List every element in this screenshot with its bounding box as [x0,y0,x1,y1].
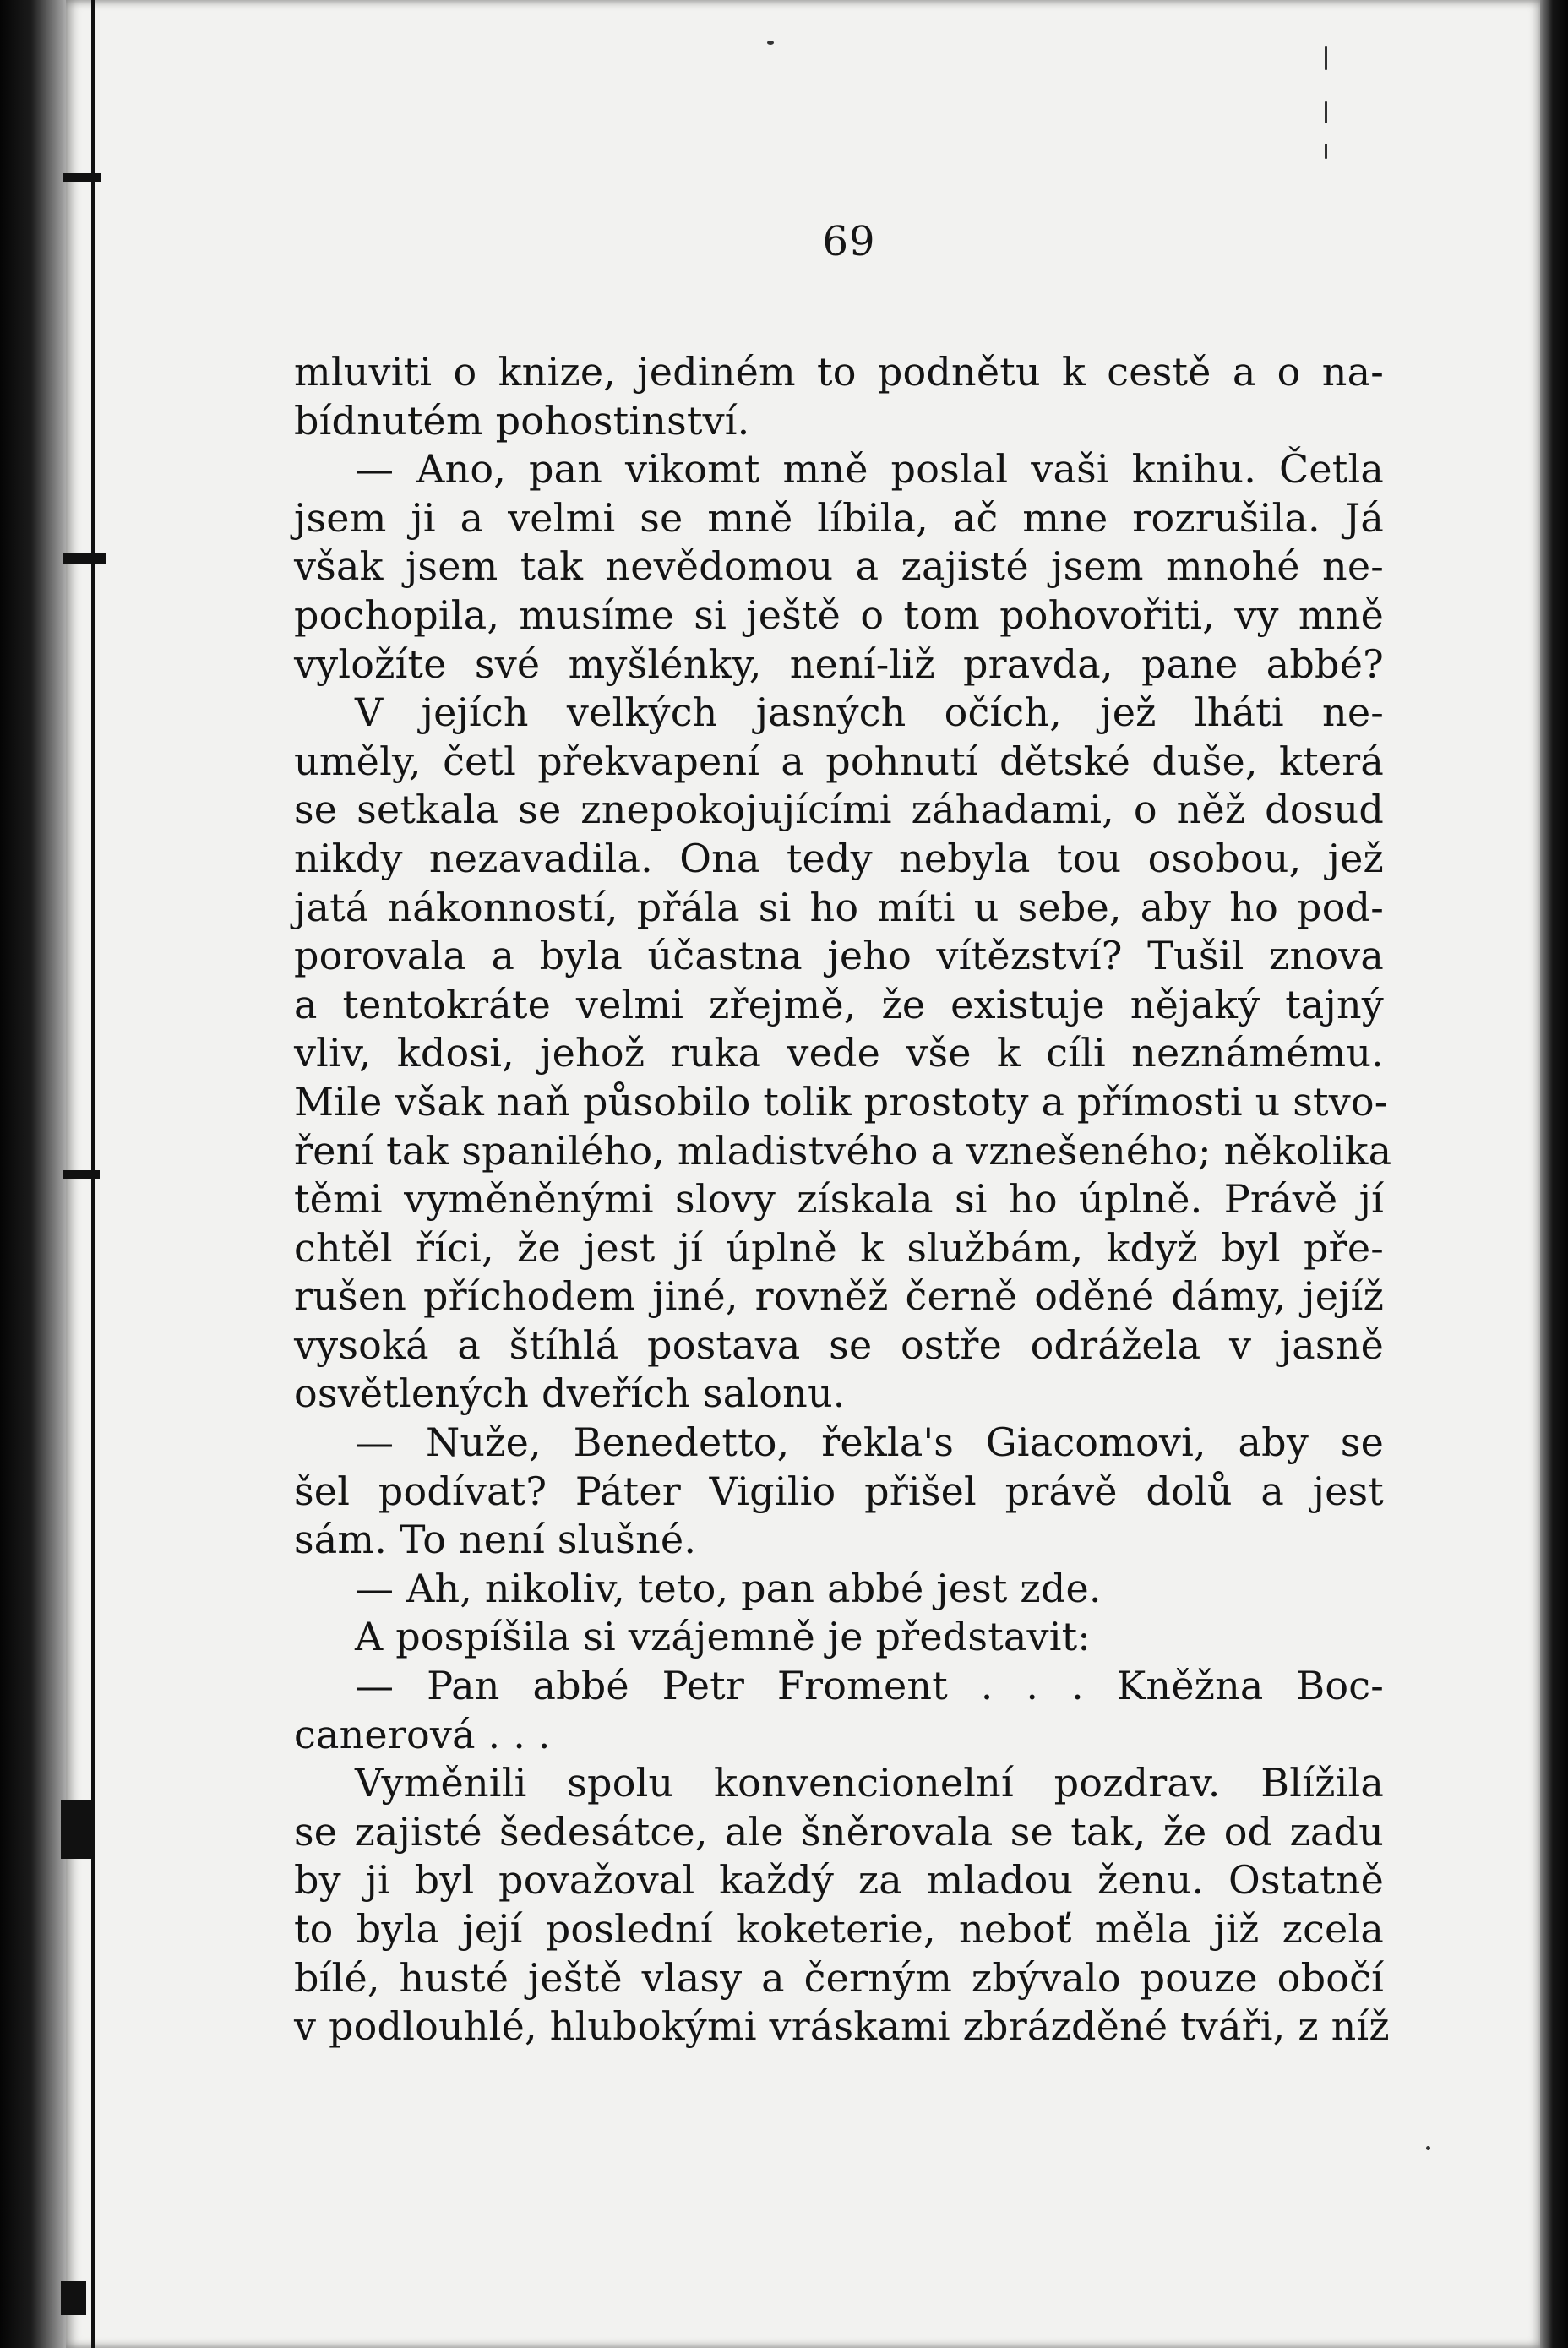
text-line: jatá nákonností, přála si ho míti u sebe, aby ho pod- [294,884,1384,930]
text-line: rušen příchodem jiné, rovněž černě oděné dámy, jejíž [294,1273,1384,1320]
text-line: osvětlených dveřích salonu. [294,1370,846,1417]
text-line: jsem ji a velmi se mně líbila, ač mne rozrušila. Já [294,494,1384,541]
text-line: — Ano, pan vikomt mně poslal vaši knihu. Četla [355,446,1384,493]
spine-mark-5 [61,2281,86,2315]
text-line: nikdy nezavadila. Ona tedy nebyla tou osobou, jež [294,835,1384,881]
text-line: pochopila, musíme si ještě o tom pohovořiti, vy mně [294,591,1384,638]
text-line: ření tak spanilého, mladistvého a vznešeného; několika [294,1127,1392,1174]
text-line: těmi vyměněnými slovy získala si ho úplně. Právě jí [294,1176,1384,1223]
text-line: však jsem tak nevědomou a zajisté jsem mnohé ne- [294,543,1384,590]
spine-mark-2 [63,553,106,564]
text-body [294,348,1392,2051]
text-line: chtěl říci, že jest jí úplně k službám, když byl pře- [294,1224,1384,1271]
text-line: canerová . . . [294,1711,551,1757]
text-line: bílé, husté ještě vlasy a černým zbývalo pouze obočí [294,1954,1384,2001]
text-line: šel podívat? Páter Vigilio přišel právě dolů a jest [294,1468,1384,1514]
text-line: porovala a byla účastna jeho vítězství? Tušil znova [294,933,1384,979]
text-line: V jejích velkých jasných očích, jež lháti ne- [355,689,1384,736]
book-page [66,0,1540,2348]
text-line: A pospíšila si vzájemně je představit: [355,1614,1091,1660]
text-line: se setkala se znepokojujícími záhadami, o něž dosud [294,787,1384,833]
spine-mark-4 [61,1800,91,1859]
text-line: v podlouhlé, hlubokými vráskami zbrázděné tváři, z níž [294,2003,1390,2050]
text-line: vysoká a štíhlá postava se ostře odrážela v jasně [294,1321,1384,1368]
text-line: Vyměnili spolu konvencionelní pozdrav. Blížila [355,1760,1384,1806]
text-line: — Nuže, Benedetto, řekla's Giacomovi, aby se [355,1419,1384,1466]
text-line: — Pan abbé Petr Froment . . . Kněžna Boc- [355,1663,1384,1709]
text-line: by ji byl považoval každý za mladou ženu. Ostatně [294,1857,1384,1904]
spine-mark-1 [63,173,101,182]
page-number: 69 [822,218,876,265]
text-line: uměly, četl překvapení a pohnutí dětské duše, která [294,738,1384,784]
text-line: a tentokráte velmi zřejmě, že existuje nějaký tajný [294,981,1384,1027]
spine-mark-3 [63,1170,100,1179]
text-line: mluviti o knize, jediném to podnětu k cestě a o na- [294,349,1384,395]
text-line: sám. To není slušné. [294,1517,697,1563]
text-line: bídnutém pohostinství. [294,397,750,444]
text-line: to byla její poslední koketerie, neboť měla již zcela [294,1906,1384,1952]
text-line: — Ah, nikoliv, teto, pan abbé jest zde. [355,1565,1102,1611]
text-line: vyložíte své myšlénky, není-liž pravda, pane abbé? [294,640,1384,687]
text-line: vliv, kdosi, jehož ruka vede vše k cíli neznámému. [294,1030,1384,1076]
text-line: Mile však naň působilo tolik prostoty a přímosti u stvo- [294,1078,1388,1125]
text-line: se zajisté šedesátce, ale šněrovala se tak, že od zadu [294,1808,1384,1855]
